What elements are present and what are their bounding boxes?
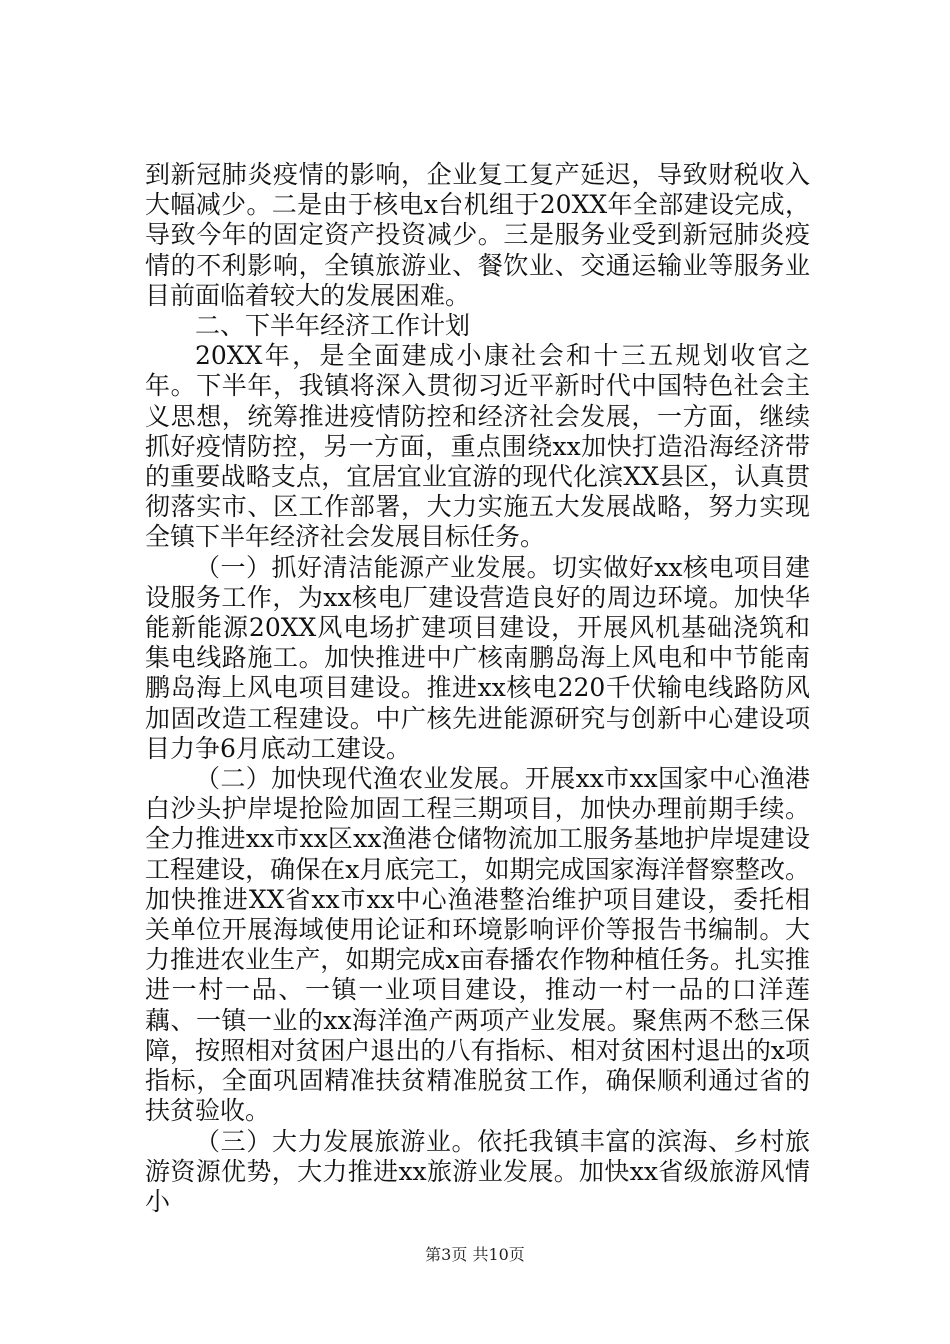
document-body bbox=[145, 160, 810, 1217]
paragraph-item-3: （三）大力发展旅游业。依托我镇丰富的滨海、乡村旅游资源优势，大力推进xx旅游业发展。加快xx省级旅游风情小 bbox=[145, 1126, 810, 1216]
paragraph-continuation: 到新冠肺炎疫情的影响，企业复工复产延迟，导致财税收入大幅减少。二是由于核电x台机组于20XX年全部建设完成，导致今年的固定资产投资减少。三是服务业受到新冠肺炎疫情的不利影响，全镇旅游业、餐饮业、交通运输业等服务业目前面临着较大的发展困难。 bbox=[145, 160, 810, 310]
paragraph-item-1: （一）抓好清洁能源产业发展。切实做好xx核电项目建设服务工作，为xx核电厂建设营造良好的周边环境。加快华能新能源20XX风电场扩建项目建设，开展风机基础浇筑和集电线路施工。加快推进中广核南鹏岛海上风电和中节能南鹏岛海上风电项目建设。推进xx核电220千伏输电线路防风加固改造工程建设。中广核先进能源研究与创新中心建设项目力争6月底动工建设。 bbox=[145, 552, 810, 763]
page-number-footer: 第3页 共10页 bbox=[425, 1245, 525, 1264]
paragraph-intro: 20XX年，是全面建成小康社会和十三五规划收官之年。下半年，我镇将深入贯彻习近平新时代中国特色社会主义思想，统筹推进疫情防控和经济社会发展，一方面，继续抓好疫情防控，另一方面，重点围绕xx加快打造沿海经济带的重要战略支点，宜居宜业宜游的现代化滨XX县区，认真贯彻落实市、区工作部署，大力实施五大发展战略，努力实现全镇下半年经济社会发展目标任务。 bbox=[145, 341, 810, 552]
section-heading: 二、下半年经济工作计划 bbox=[195, 311, 471, 341]
paragraph-item-2: （二）加快现代渔农业发展。开展xx市xx国家中心渔港白沙头护岸堤抢险加固工程三期项目，加快办理前期手续。全力推进xx市xx区xx渔港仓储物流加工服务基地护岸堤建设工程建设，确保在x月底完工，如期完成国家海洋督察整改。加快推进XX省xx市xx中心渔港整治维护项目建设，委托相关单位开展海域使用论证和环境影响评价等报告书编制。大力推进农业生产，如期完成x亩春播农作物种植任务。扎实推进一村一品、一镇一业项目建设，推动一村一品的口洋莲藕、一镇一业的xx海洋渔产两项产业发展。聚焦两不愁三保障，按照相对贫困户退出的八有指标、相对贫困村退出的x项指标，全面巩固精准扶贫精准脱贫工作，确保顺利通过省的扶贫验收。 bbox=[145, 764, 810, 1126]
